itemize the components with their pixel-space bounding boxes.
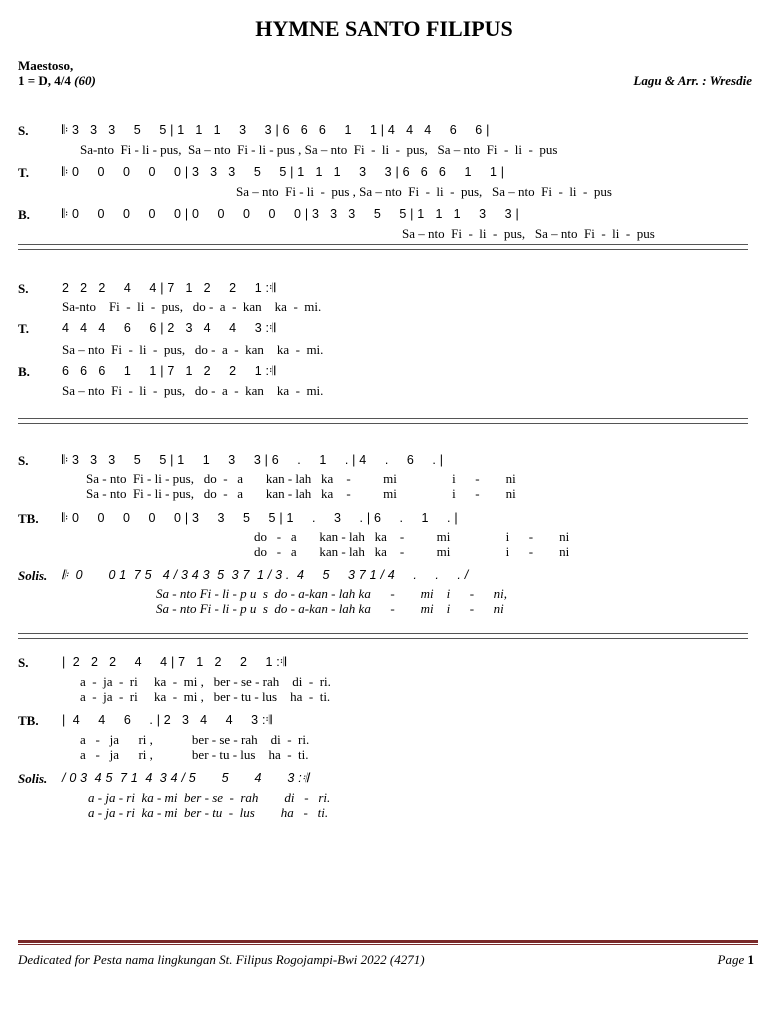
tb-lyric-2: a - ja ri , ber - tu - lus ha - ti. xyxy=(80,747,309,762)
tb-lyric-1: a - ja ri , ber - se - rah di - ri. xyxy=(80,732,310,747)
solis-notes: / 0 3 4 5 7 1 4 3 4 / 5 5 4 3 :𝄇 xyxy=(62,771,309,785)
tb-lyric-2: do - a kan - lah ka - mi i - ni xyxy=(254,544,570,559)
dedication-footer: Dedicated for Pesta nama lingkungan St. Filipus Rogojampi-Bwi 2022 (4271) xyxy=(18,952,425,967)
tempo-marking: Maestoso, xyxy=(18,58,74,73)
bass-label: B. xyxy=(18,364,30,379)
footer-rule xyxy=(18,940,758,943)
bass-notes: 𝄆 0 0 0 0 0 | 0 0 0 0 0 | 3 3 3 5 5 | 1 1 1 3 3 | xyxy=(62,207,519,221)
soprano-lyric: Sa-nto Fi - li - pus, Sa – nto Fi - li - pus , Sa – nto Fi - li - pus, Sa – nto Fi - li - pus xyxy=(80,142,558,157)
tb-label: TB. xyxy=(18,511,39,526)
soprano-lyric-1: a - ja - ri ka - mi , ber - se - rah di - ri. xyxy=(80,674,331,689)
tb-notes: 𝄆 0 0 0 0 0 | 3 3 5 5 | 1 . 3 . | 6 . 1 . | xyxy=(62,511,458,525)
bass-notes: 6 6 6 1 1 | 7 1 2 2 1 :𝄇 xyxy=(62,364,276,378)
solis-label: Solis. xyxy=(18,568,48,583)
section-separator xyxy=(18,244,748,250)
tb-lyric-1: do - a kan - lah ka - mi i - ni xyxy=(254,529,570,544)
tenor-label: T. xyxy=(18,165,29,180)
solis-lyric-2: Sa - nto Fi - li - p u s do - a-kan - lah ka - mi i - ni xyxy=(156,601,504,616)
tenor-notes: 4 4 4 6 6 | 2 3 4 4 3 :𝄇 xyxy=(62,321,276,335)
solis-notes: 𝄆 0 0 1 7 5 4 / 3 4 3 5 3 7 1 / 3 . 4 5 3 7 1 / 4 . . . / xyxy=(62,568,469,582)
composer-credit: Lagu & Arr. : Wresdie xyxy=(633,73,752,88)
soprano-notes: | 2 2 2 4 4 | 7 1 2 2 1 :𝄇 xyxy=(62,655,287,669)
solis-lyric-1: a - ja - ri ka - mi ber - se - rah di - ri. xyxy=(88,790,331,805)
page-label: Page xyxy=(717,952,745,967)
solis-lyric-1: Sa - nto Fi - li - p u s do - a-kan - lah ka - mi i - ni, xyxy=(156,586,507,601)
solis-lyric-2: a - ja - ri ka - mi ber - tu - lus ha - ti. xyxy=(88,805,329,820)
tb-label: TB. xyxy=(18,713,39,728)
solis-label: Solis. xyxy=(18,771,48,786)
bass-label: B. xyxy=(18,207,30,222)
soprano-lyric-1: Sa - nto Fi - li - pus, do - a kan - lah ka - mi i - ni xyxy=(86,471,516,486)
tenor-label: T. xyxy=(18,321,29,336)
soprano-lyric-2: Sa - nto Fi - li - pus, do - a kan - lah ka - mi i - ni xyxy=(86,486,516,501)
soprano-label: S. xyxy=(18,281,29,296)
bass-lyric: Sa – nto Fi - li - pus, Sa – nto Fi - li - pus xyxy=(402,226,655,241)
page-number xyxy=(718,952,754,968)
soprano-label: S. xyxy=(18,655,29,670)
tenor-notes: 𝄆 0 0 0 0 0 | 3 3 3 5 5 | 1 1 1 3 3 | 6 6 6 1 1 | xyxy=(62,165,505,179)
page-number-value: 1 xyxy=(747,952,754,967)
section-separator xyxy=(18,418,748,424)
soprano-label: S. xyxy=(18,123,29,138)
soprano-lyric-2: a - ja - ri ka - mi , ber - tu - lus ha - ti. xyxy=(80,689,331,704)
soprano-label: S. xyxy=(18,453,29,468)
page-title: HYMNE SANTO FILIPUS xyxy=(255,16,513,41)
soprano-notes: 2 2 2 4 4 | 7 1 2 2 1 :𝄇 xyxy=(62,281,276,295)
soprano-notes: 𝄆 3 3 3 5 5 | 1 1 1 3 3 | 6 6 6 1 1 | 4 4 4 6 6 | xyxy=(62,123,490,137)
tb-notes: | 4 4 6 . | 2 3 4 4 3 :𝄇 xyxy=(62,713,272,727)
tenor-lyric: Sa – nto Fi - li - pus , Sa – nto Fi - li - pus, Sa – nto Fi - li - pus xyxy=(236,184,612,199)
footer-rule-thin xyxy=(18,944,758,945)
bpm-text: (60) xyxy=(74,73,96,88)
key-signature xyxy=(18,73,96,89)
section-separator xyxy=(18,633,748,639)
bass-lyric: Sa – nto Fi - li - pus, do - a - kan ka - mi. xyxy=(62,383,324,398)
soprano-lyric: Sa-nto Fi - li - pus, do - a - kan ka - mi. xyxy=(62,299,322,314)
key-text: 1 = D, 4/4 xyxy=(18,73,71,88)
soprano-notes: 𝄆 3 3 3 5 5 | 1 1 3 3 | 6 . 1 . | 4 . 6 . | xyxy=(62,453,444,467)
tenor-lyric: Sa – nto Fi - li - pus, do - a - kan ka - mi. xyxy=(62,342,324,357)
